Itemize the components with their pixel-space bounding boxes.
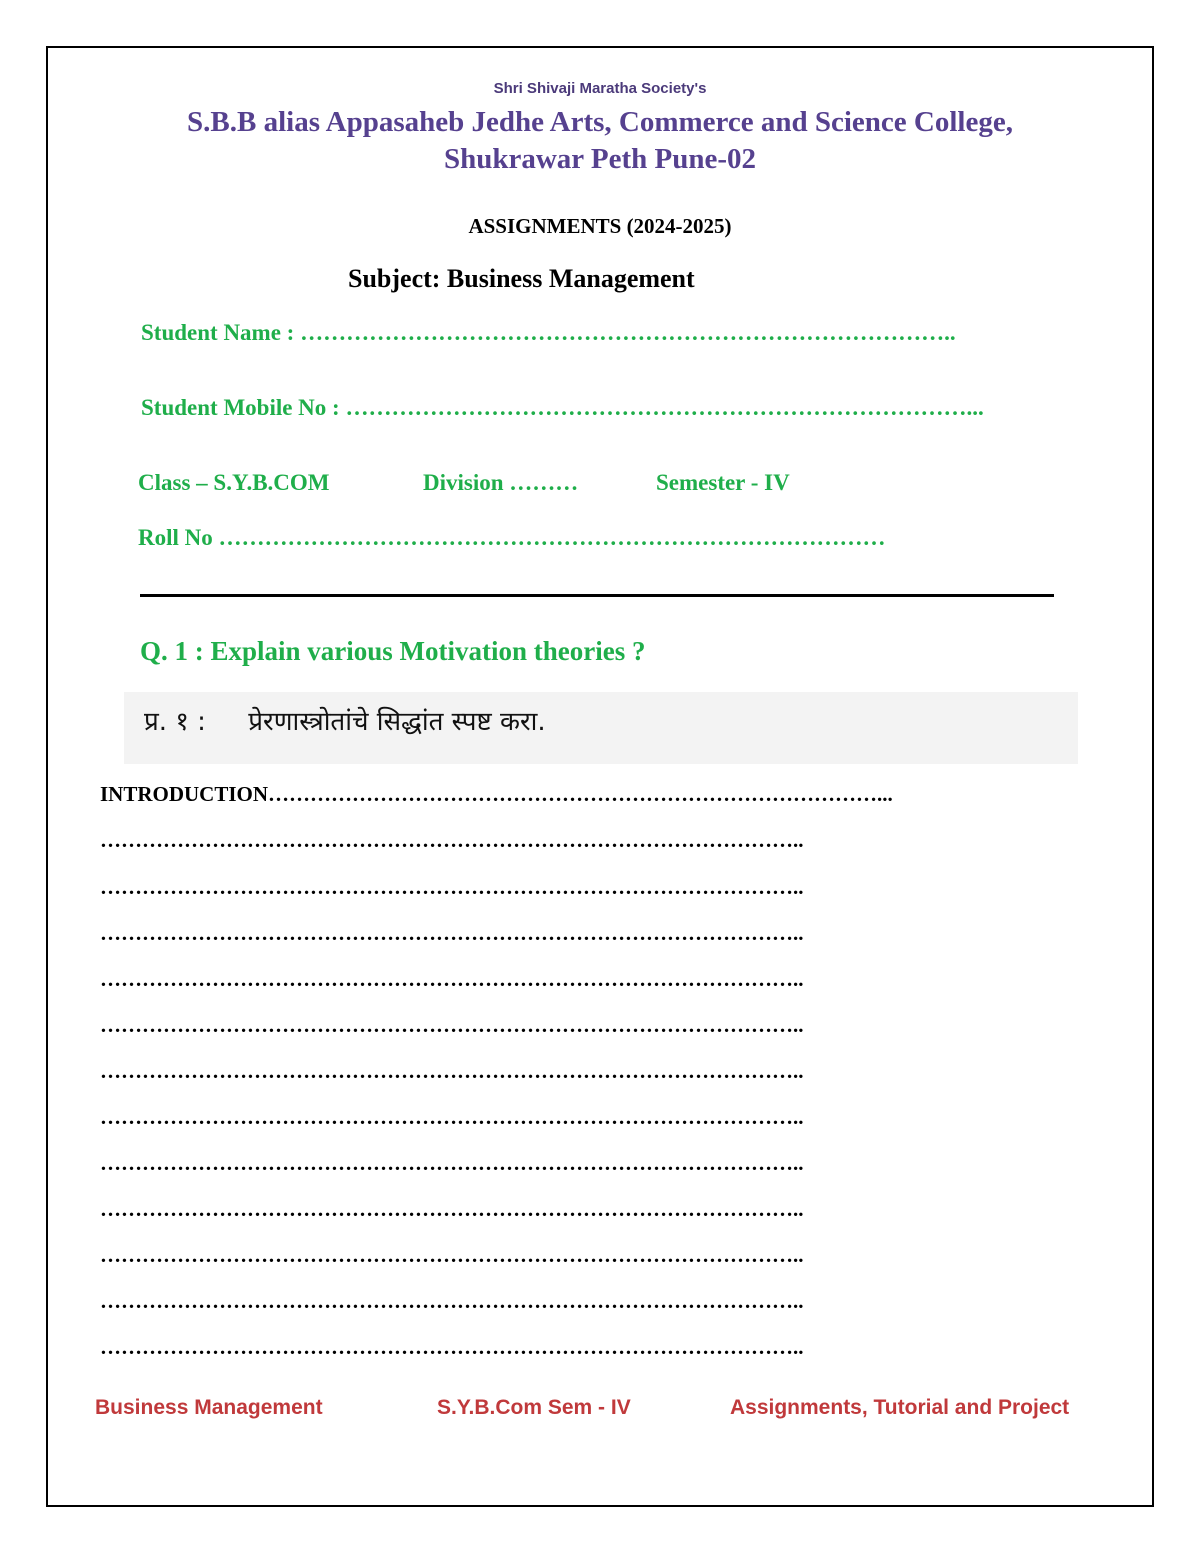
student-mobile-dots: ………………………………………………………………………... (345, 395, 984, 420)
question-english: Q. 1 : Explain various Motivation theories ? (140, 636, 646, 666)
subject-heading: Subject: Business Management (348, 264, 695, 293)
question-marathi (144, 702, 546, 738)
introduction-line (100, 782, 1076, 807)
answer-line: ……………………………………………………………………………………….. (100, 828, 804, 850)
roll-no-field (138, 525, 1056, 551)
question-marathi-text: प्रेरणास्त्रोतांचे सिद्धांत स्पष्ट करा. (248, 707, 546, 737)
introduction-dots: ……………………………………………………………………………... (268, 782, 893, 806)
answer-line: ……………………………………………………………………………………….. (100, 1197, 804, 1219)
assignments-heading: ASSIGNMENTS (2024-2025) (468, 214, 732, 238)
student-mobile-label: Student Mobile No : (141, 395, 340, 420)
answer-line: ……………………………………………………………………………………….. (100, 967, 804, 989)
class-label: Class – S.Y.B.COM (138, 470, 330, 495)
footer-type: Assignments, Tutorial and Project (730, 1396, 1070, 1419)
student-name-field (141, 320, 1053, 346)
student-mobile-field (141, 395, 1053, 421)
answer-line: ……………………………………………………………………………………….. (100, 1289, 804, 1311)
division-label: Division ……… (423, 470, 579, 495)
footer-class: S.Y.B.Com Sem - IV (437, 1396, 631, 1419)
answer-line: ……………………………………………………………………………………….. (100, 1013, 804, 1035)
introduction-label: INTRODUCTION (100, 782, 269, 806)
answer-line: ……………………………………………………………………………………….. (100, 1243, 804, 1265)
answer-line: ……………………………………………………………………………………….. (100, 1059, 804, 1081)
roll-no-dots: …………………………………………………………………………… (218, 525, 886, 550)
question-marathi-box (124, 692, 1078, 764)
question-marathi-label: प्र. १ : (144, 707, 206, 737)
answer-line: ……………………………………………………………………………………….. (100, 1105, 804, 1127)
roll-no-label: Roll No (138, 525, 213, 550)
semester-label: Semester - IV (656, 470, 790, 495)
student-name-dots: ………………………………………………………………………….. (300, 320, 956, 345)
answer-line: ……………………………………………………………………………………….. (100, 1335, 804, 1357)
divider-line (140, 594, 1054, 597)
college-line-1: S.B.B alias Appasaheb Jedhe Arts, Commerce and Science College, (187, 106, 1013, 138)
footer-subject: Business Management (95, 1396, 323, 1419)
answer-line: ……………………………………………………………………………………….. (100, 921, 804, 943)
answer-line: ……………………………………………………………………………………….. (100, 875, 804, 897)
answer-line: ……………………………………………………………………………………….. (100, 1151, 804, 1173)
student-name-label: Student Name : (141, 320, 295, 345)
college-line-2: Shukrawar Peth Pune-02 (443, 143, 757, 175)
society-name: Shri Shivaji Maratha Society's (493, 80, 707, 97)
college-name (0, 104, 1200, 178)
